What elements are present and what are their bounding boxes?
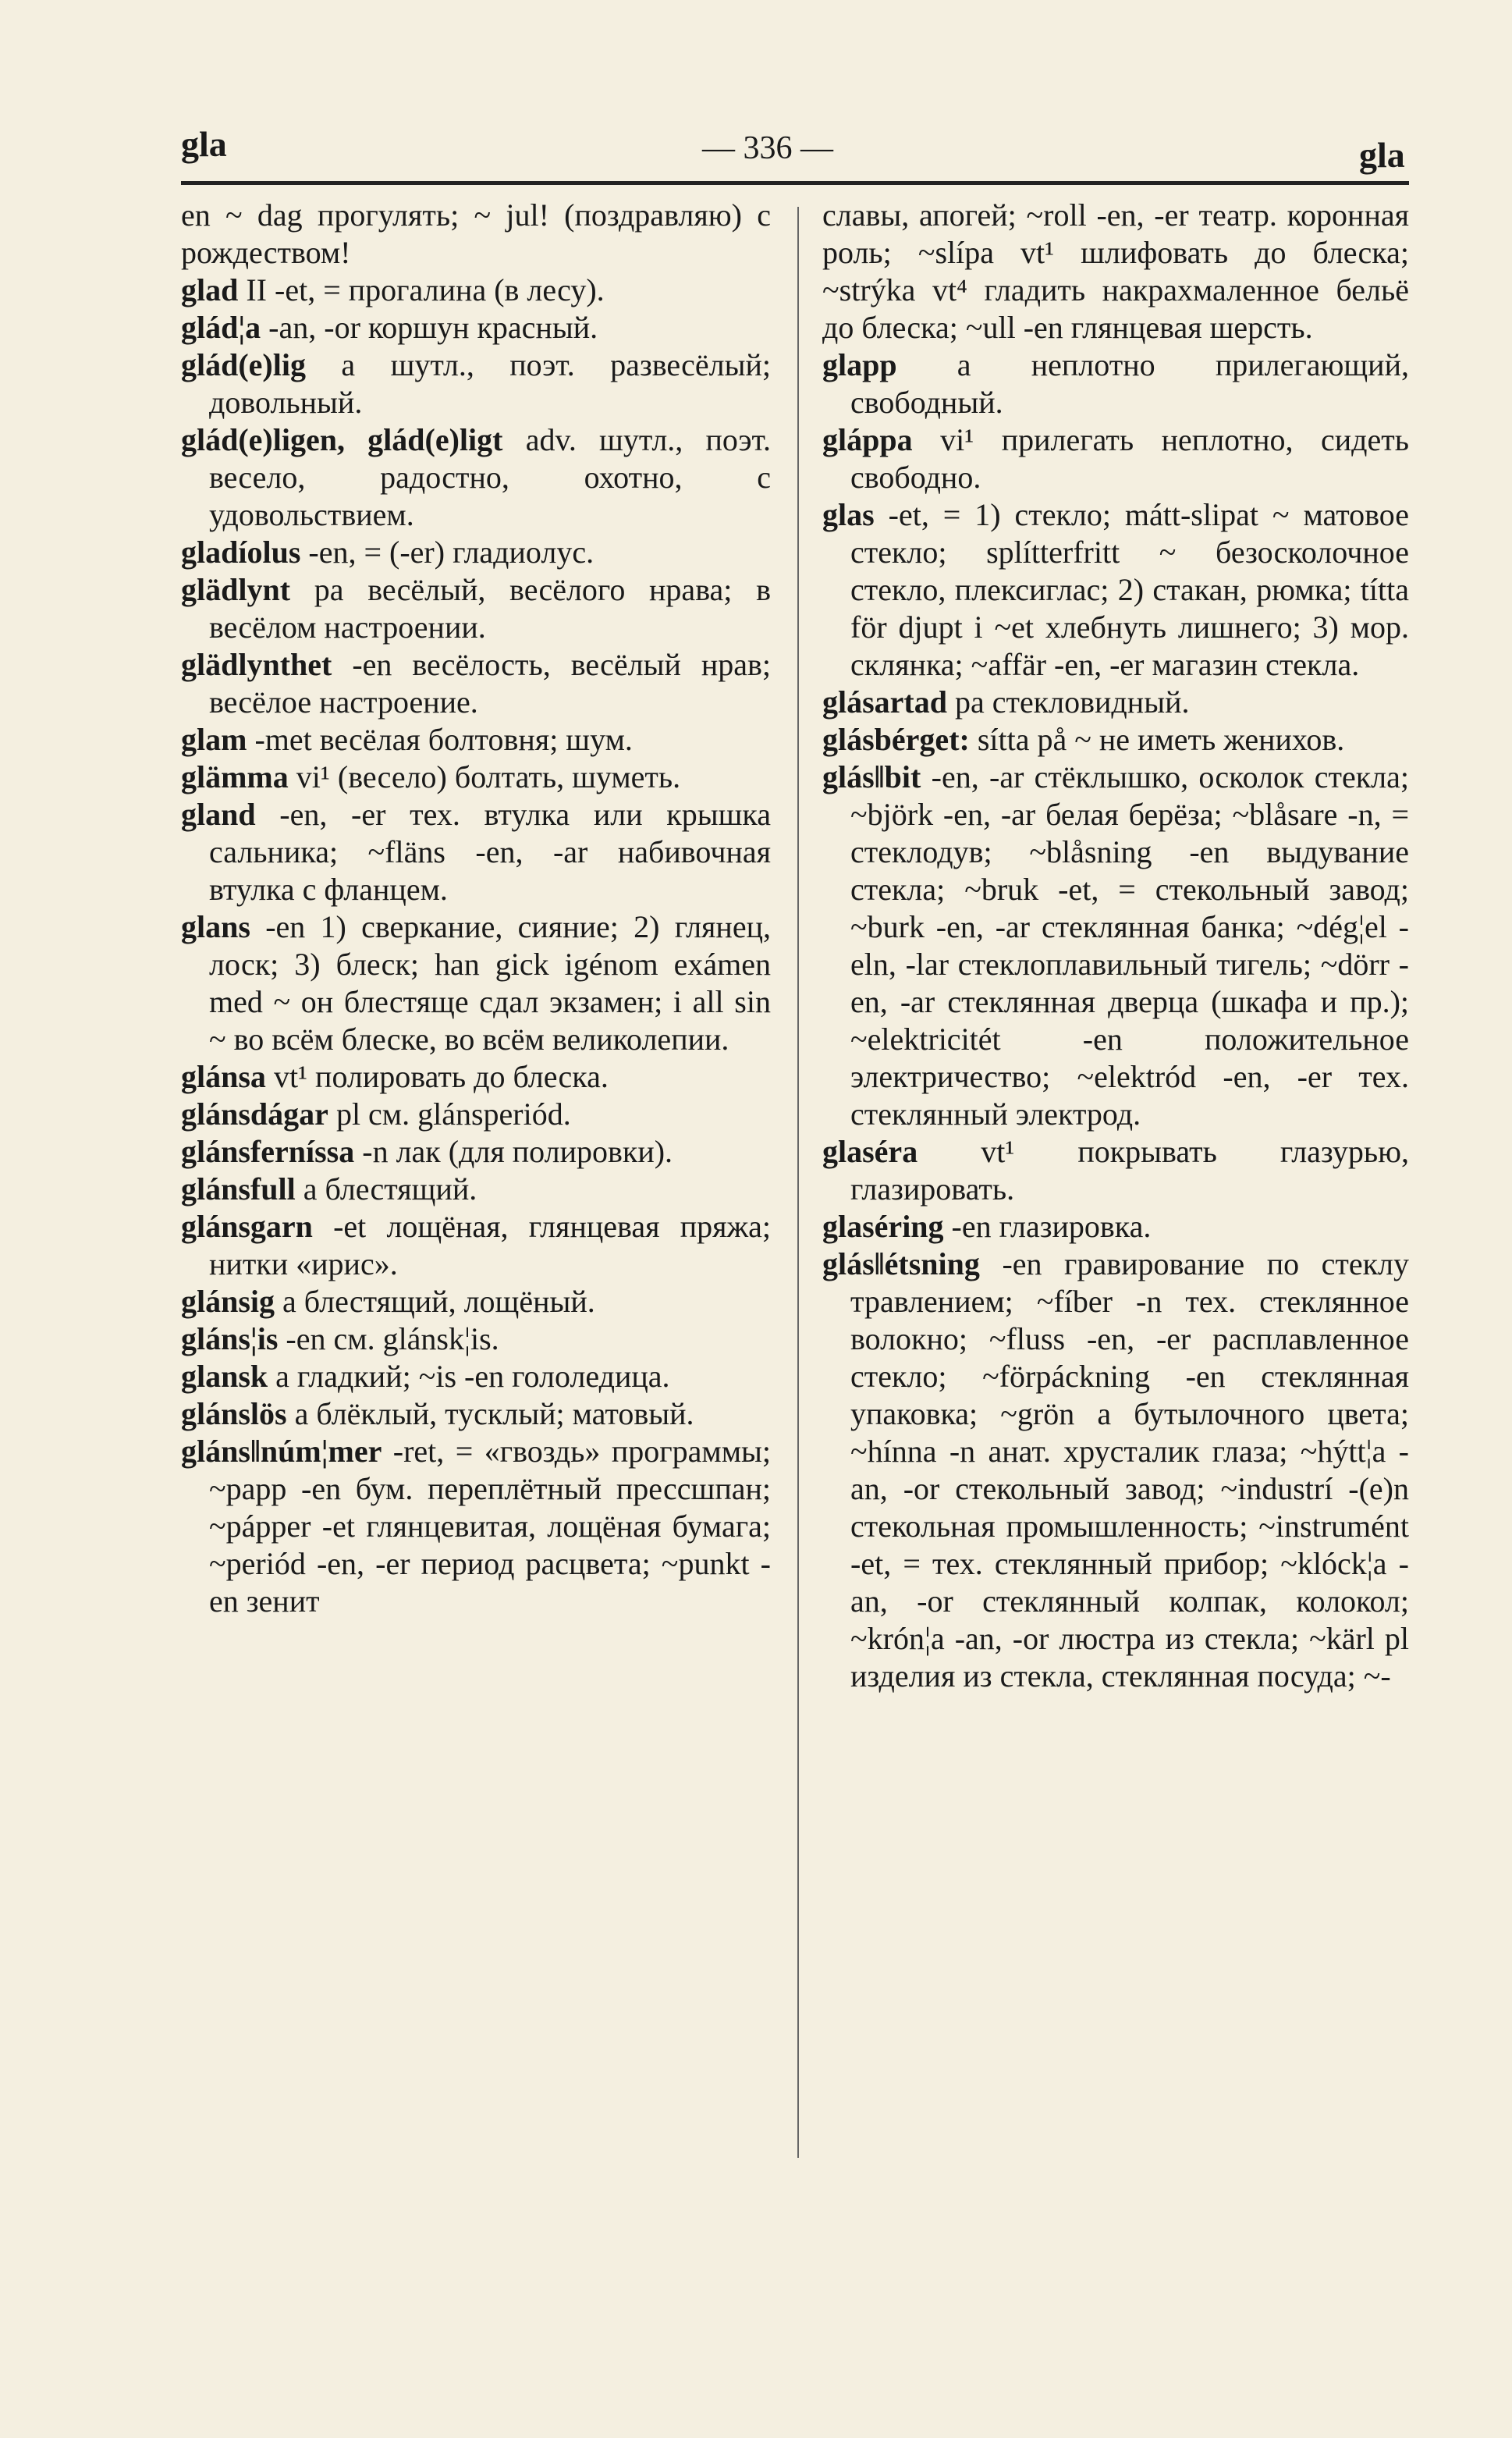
headword: glád(e)lig: [181, 347, 306, 382]
entry-definition: -en гравирование по стеклу травлением; ~fíber -n тех. стеклянное волокно; ~fluss -en, -er расплавленное стекло; ~förpáckning -en стеклянная упаковка; ~grön a бутылочного цвета; ~hínna -n анат. хрусталик глаза; ~hýtt¦a -an, -or стекольный завод; ~industrí -(e)n стекольная промышленность; ~instrumént -et, = тех. стеклянный прибор; ~klóck¦a -an, -or стеклянный колпак, колокол; ~krón¦a -an, -or люстра из стекла; ~kärl pl изделия из стекла, стеклянная посуда; ~-: [850, 1246, 1410, 1693]
entry-definition: pl см. glánsperiód.: [335, 1096, 571, 1132]
headword: glaséra: [822, 1134, 918, 1169]
headword: glädlynthet: [181, 647, 332, 682]
entry-definition: славы, апогей; ~roll -en, -er театр. коронная роль; ~slípa vt¹ шлифовать до блеска; ~strýka vt⁴ гладить накрахмаленное бельё до блеска; ~ull -en глянцевая шерсть.: [822, 197, 1409, 345]
header-rule: [181, 181, 1409, 185]
dictionary-entry: [181, 646, 771, 721]
headword: glánslös: [181, 1396, 287, 1431]
headword: glánsig: [181, 1284, 275, 1319]
headword: glämma: [181, 759, 289, 794]
dictionary-entry: [181, 1283, 771, 1320]
dictionary-entry: [181, 421, 771, 534]
entry-definition: -et лощёная, глянцевая пряжа; нитки «ирис».: [209, 1209, 771, 1281]
entry-definition: -en, -ar стёклышко, осколок стекла; ~björk -en, -ar белая берёза; ~blåsare -n, = стеклодув; ~blåsning -en выдувание стекла; ~bruk -et, = стекольный завод; ~burk -en, -ar стеклянная банка; ~dég¦el -eln, -lar стеклоплавильный тигель; ~dörr -en, -ar стеклянная дверца (шкафа и пр.); ~elektricitét -en положительное электричество; ~elektród -en, -er тех. стеклянный электрод.: [850, 759, 1409, 1132]
headword: gláns‖núm¦mer: [181, 1434, 382, 1469]
entry-definition: -en весёлость, весёлый нрав; весёлое настроение.: [209, 647, 772, 720]
headword: glädlynt: [181, 572, 291, 607]
dictionary-entry: [181, 197, 771, 272]
entry-definition: pa стекловидный.: [955, 684, 1190, 720]
dictionary-entry: [181, 309, 771, 347]
headword: glaséring: [822, 1209, 944, 1244]
dictionary-entry: [181, 1395, 771, 1433]
dictionary-entry: [181, 908, 771, 1058]
dictionary-entry: [181, 272, 771, 309]
headword: glapp: [822, 347, 897, 382]
headword: glásartad: [822, 684, 947, 720]
dictionary-entry: [822, 759, 1409, 1133]
entry-definition: a блёклый, тусклый; матовый.: [294, 1396, 694, 1431]
dictionary-entry: [822, 684, 1409, 721]
entry-definition: vt¹ полировать до блеска.: [273, 1059, 609, 1094]
dictionary-entry: [822, 1208, 1409, 1246]
dictionary-entry: [181, 796, 771, 908]
dictionary-entry: [822, 421, 1409, 496]
dictionary-entry: [181, 1058, 771, 1096]
entry-definition: adv. шутл., поэт. весело, радостно, охотно, с удовольствием.: [209, 422, 772, 532]
dictionary-entry: [181, 1096, 771, 1133]
entry-definition: -n лак (для полировки).: [362, 1134, 673, 1169]
page-number: — 336 —: [702, 130, 833, 166]
headword: glas: [822, 497, 875, 532]
dictionary-entry: [181, 721, 771, 759]
dictionary-entry: [181, 1358, 771, 1395]
headword: glánsgarn: [181, 1209, 313, 1244]
entry-definition: a блестящий, лощёный.: [282, 1284, 595, 1319]
entry-definition: -met весёлая болтовня; шум.: [254, 722, 633, 757]
entry-definition: a неплотно прилегающий, свободный.: [850, 347, 1409, 420]
dictionary-entry: [181, 1433, 771, 1620]
headword: glad: [181, 272, 239, 307]
headword: glánsa: [181, 1059, 266, 1094]
entry-definition: sítta på ~ не иметь женихов.: [977, 722, 1345, 757]
headword: glád(e)ligen, glád(e)ligt: [181, 422, 503, 457]
entry-definition: vi¹ (весело) болтать, шуметь.: [296, 759, 681, 794]
entry-definition: -en глазировка.: [951, 1209, 1152, 1244]
entry-definition: -en см. glánsk¦is.: [286, 1321, 499, 1356]
headword: glánsdágar: [181, 1096, 328, 1132]
headword: glánsferníssa: [181, 1134, 355, 1169]
entry-definition: -en 1) сверкание, сияние; 2) глянец, лоск; 3) блеск; han gick igénom exámen med ~ он блестяще сдал экзамен; i all sin ~ во всём блеске, во всём великолепии.: [209, 909, 771, 1057]
entry-definition: en ~ dag прогулять; ~ jul! (поздравляю) с рождеством!: [181, 197, 771, 270]
entry-definition: a блестящий.: [303, 1171, 477, 1207]
headword: glás‖étsning: [822, 1246, 980, 1281]
headword: glam: [181, 722, 247, 757]
dictionary-entry: [822, 1246, 1409, 1695]
headword: gladíolus: [181, 535, 301, 570]
headword: gland: [181, 797, 256, 832]
headword: glád¦a: [181, 310, 261, 345]
left-column: [181, 197, 771, 1620]
headword: glás‖bit: [822, 759, 921, 794]
entry-definition: -ret, = «гвоздь» программы; ~papp -en бум. переплётный прессшпан; ~pápper -et глянцевитая, лощёная бумага; ~periód -en, -er период расцвета; ~punkt -en зенит: [209, 1434, 772, 1619]
guide-word-left: gla: [181, 124, 227, 164]
dictionary-entry: [822, 721, 1409, 759]
right-column: [822, 197, 1409, 1695]
entry-definition: a гладкий; ~is -en гололедица.: [275, 1359, 670, 1394]
headword: gláppa: [822, 422, 913, 457]
entry-definition: -en, -er тех. втулка или крышка сальника; ~fläns -en, -ar набивочная втулка с фланцем.: [209, 797, 771, 907]
entry-definition: pa весёлый, весёлого нрава; в весёлом настроении.: [209, 572, 771, 645]
dictionary-entry: [181, 759, 771, 796]
dictionary-entry: [181, 1208, 771, 1283]
entry-definition: -an, -or коршун красный.: [268, 310, 598, 345]
entry-definition: a шутл., поэт. развесёлый; довольный.: [209, 347, 772, 420]
headword: gláns¦is: [181, 1321, 279, 1356]
dictionary-entry: [181, 534, 771, 571]
entry-definition: vi¹ прилегать неплотно, сидеть свободно.: [850, 422, 1410, 495]
headword: glansk: [181, 1359, 268, 1394]
entry-definition: vt¹ покрывать глазурью, глазировать.: [850, 1134, 1410, 1207]
dictionary-entry: [181, 1133, 771, 1171]
dictionary-entry: [181, 1320, 771, 1358]
headword: glásbérget:: [822, 722, 970, 757]
dictionary-entry: [822, 347, 1409, 421]
headword: glánsfull: [181, 1171, 296, 1207]
entry-definition: -et, = 1) стекло; mátt-slipat ~ матовое стекло; splítterfritt ~ безосколочное стекло, плексиглас; 2) стакан, рюмка; títta för djupt i ~et хлебнуть лишнего; 3) мор. склянка; ~affär -en, -er магазин стекла.: [850, 497, 1410, 682]
dictionary-entry: [822, 496, 1409, 684]
entry-definition: II -et, = прогалина (в лесу).: [246, 272, 605, 307]
guide-word-right: gla: [1359, 135, 1405, 175]
dictionary-entry: [181, 571, 771, 646]
dictionary-entry: [822, 1133, 1409, 1208]
headword: glans: [181, 909, 250, 944]
column-divider: [797, 207, 799, 2158]
dictionary-entry: [181, 347, 771, 421]
dictionary-entry: [822, 197, 1409, 347]
entry-definition: -en, = (-er) гладиолус.: [308, 535, 595, 570]
dictionary-entry: [181, 1171, 771, 1208]
